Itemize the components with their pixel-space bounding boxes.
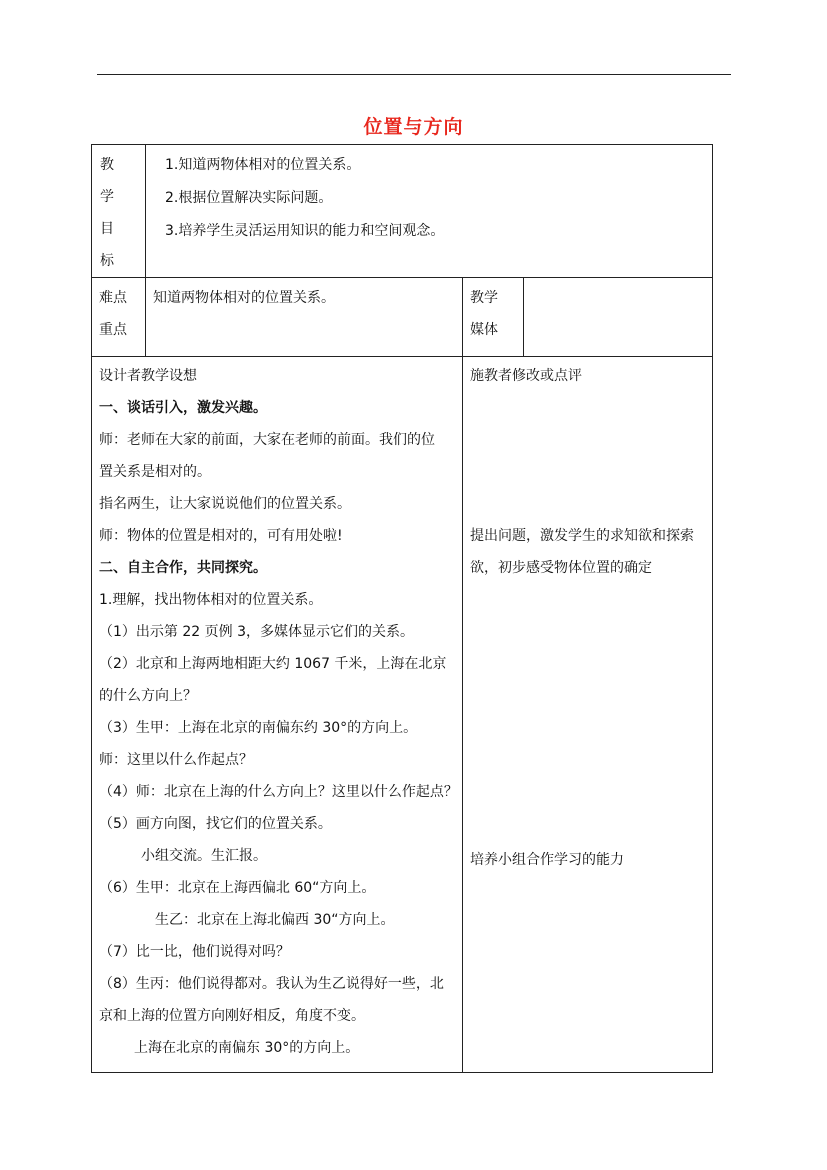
review-note-line: 欲，初步感受物体位置的确定 xyxy=(470,560,652,576)
difficulty-label-cell xyxy=(92,278,146,357)
design-line: 上海在北京的南偏东 30°的方向上。 xyxy=(134,1040,360,1056)
goals-label-cell xyxy=(92,145,146,278)
design-line: 置关系是相对的。 xyxy=(99,464,211,480)
design-line: （4）师：北京在上海的什么方向上？这里以什么作起点？ xyxy=(99,784,458,800)
goal-item: 2.根据位置解决实际问题。 xyxy=(165,190,333,206)
difficulty-label-line: 难点 xyxy=(99,290,127,306)
design-line: （3）生甲：上海在北京的南偏东约 30°的方向上。 xyxy=(99,720,418,736)
design-line: 师：物体的位置是相对的，可有用处啦! xyxy=(99,528,343,544)
design-line: （5）画方向图，找它们的位置关系。 xyxy=(99,816,332,832)
design-line: 师：这里以什么作起点？ xyxy=(99,752,253,768)
media-label-line: 教学 xyxy=(470,290,498,306)
review-cell xyxy=(463,357,713,1073)
design-cell xyxy=(92,357,463,1073)
design-line: （6）生甲：北京在上海西偏北 60“方向上。 xyxy=(99,880,376,896)
design-lines xyxy=(99,392,460,1064)
design-line: （1）出示第 22 页例 3，多媒体显示它们的关系。 xyxy=(99,624,414,640)
goals-label-char: 目 xyxy=(100,221,114,237)
goals-content-cell xyxy=(146,145,713,278)
review-spacer xyxy=(470,392,708,520)
design-line: 小组交流。生汇报。 xyxy=(141,848,267,864)
design-line: （2）北京和上海两地相距大约 1067 千米，上海在北京 xyxy=(99,656,447,672)
design-line: （7）比一比，他们说得对吗？ xyxy=(99,944,290,960)
design-line: （8）生丙：他们说得都对。我认为生乙说得好一些，北 xyxy=(99,976,444,992)
design-line: 二、自主合作，共同探究。 xyxy=(99,560,267,576)
goals-label-char: 学 xyxy=(100,189,114,205)
design-line: 指名两生，让大家说说他们的位置关系。 xyxy=(99,496,351,512)
review-spacer xyxy=(470,584,708,844)
difficulty-row xyxy=(92,278,713,357)
design-line: 的什么方向上？ xyxy=(99,688,197,704)
media-content-cell xyxy=(524,278,713,357)
design-line: 一、谈话引入，激发兴趣。 xyxy=(99,400,267,416)
difficulty-label-line: 重点 xyxy=(99,322,127,338)
design-line: 师：老师在大家的前面，大家在老师的前面。我们的位 xyxy=(99,432,435,448)
difficulty-content-cell xyxy=(146,278,463,357)
review-note xyxy=(470,520,708,584)
goal-item: 3.培养学生灵活运用知识的能力和空间观念。 xyxy=(165,223,445,239)
goals-label-char: 标 xyxy=(100,253,114,269)
media-label-line: 媒体 xyxy=(470,322,498,338)
goals-row xyxy=(92,145,713,278)
design-line: 京和上海的位置方向刚好相反，角度不变。 xyxy=(99,1008,365,1024)
review-note xyxy=(470,844,708,876)
difficulty-text: 知道两物体相对的位置关系。 xyxy=(153,290,335,306)
lesson-plan-table xyxy=(91,144,713,1073)
design-row xyxy=(92,357,713,1073)
goal-item: 1.知道两物体相对的位置关系。 xyxy=(165,157,361,173)
goals-label-char: 教 xyxy=(100,157,114,173)
design-header: 设计者教学设想 xyxy=(99,368,197,384)
review-note-line: 培养小组合作学习的能力 xyxy=(470,852,624,868)
design-line: 1.理解，找出物体相对的位置关系。 xyxy=(99,592,323,608)
document-title: 位置与方向 xyxy=(363,116,464,138)
media-label-cell xyxy=(463,278,524,357)
review-note-line: 提出问题，激发学生的求知欲和探索 xyxy=(470,528,694,544)
design-line: 生乙：北京在上海北偏西 30“方向上。 xyxy=(155,912,395,928)
review-header: 施教者修改或点评 xyxy=(470,368,582,384)
header-rule xyxy=(97,74,731,75)
